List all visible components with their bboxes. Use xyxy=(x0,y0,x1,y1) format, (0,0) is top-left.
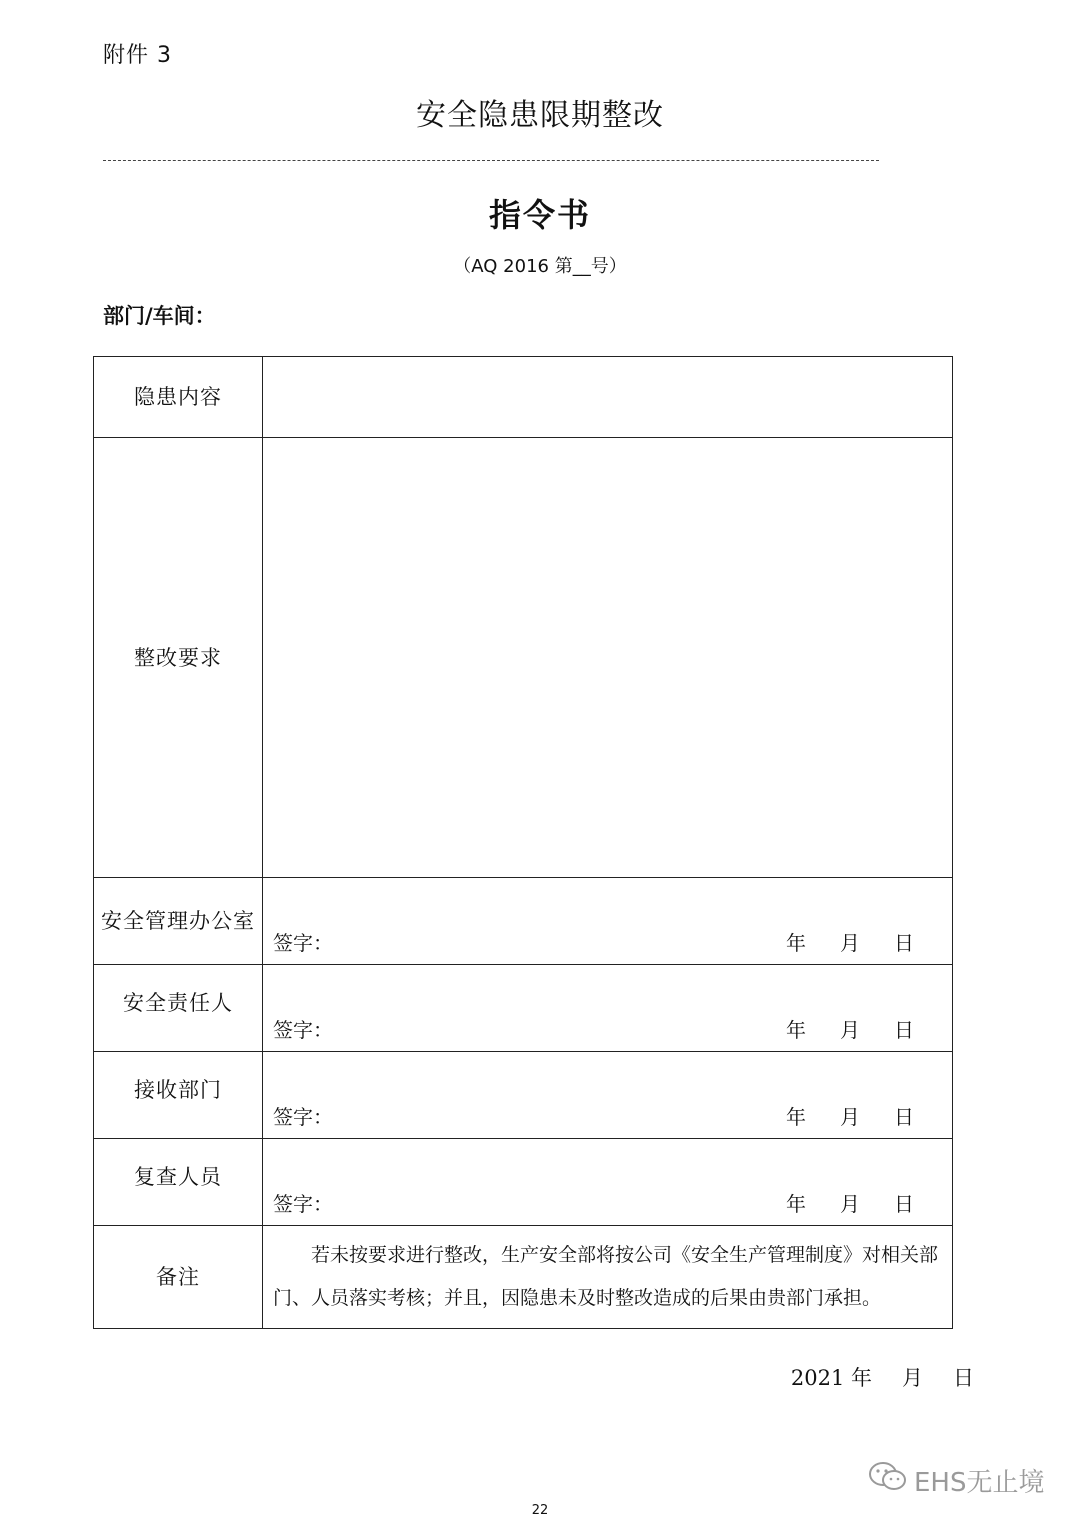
month-label: 月 xyxy=(840,1192,860,1216)
year-label: 年 xyxy=(786,1192,806,1216)
year-label: 年 xyxy=(786,1018,806,1042)
dashed-divider xyxy=(103,160,879,161)
sign-label: 签字： xyxy=(273,1105,333,1129)
month-label: 月 xyxy=(840,931,860,955)
month-label: 月 xyxy=(840,1018,860,1042)
wechat-icon xyxy=(868,1460,908,1501)
date-labels xyxy=(786,1101,914,1130)
watermark-text: EHS无止境 xyxy=(914,1468,1045,1498)
hazard-content-field[interactable] xyxy=(263,357,953,438)
date-labels xyxy=(786,927,914,956)
table-row xyxy=(94,965,953,1052)
table-row xyxy=(94,1139,953,1226)
row-label-remarks: 备注 xyxy=(94,1226,263,1329)
rectification-form-table xyxy=(93,356,953,1329)
row-label-responsible-person: 安全责任人 xyxy=(94,965,263,1052)
watermark xyxy=(868,1460,1044,1501)
date-labels xyxy=(786,1014,914,1043)
issue-date-day: 日 xyxy=(953,1366,974,1390)
responsible-person-sign-field[interactable] xyxy=(263,965,953,1052)
issue-date-month: 月 xyxy=(902,1366,923,1390)
table-row xyxy=(94,1052,953,1139)
requirements-field[interactable] xyxy=(263,438,953,878)
sign-label: 签字： xyxy=(273,1192,333,1216)
sign-label: 签字： xyxy=(273,1018,333,1042)
table-row xyxy=(94,357,953,438)
issue-date xyxy=(791,1362,974,1392)
row-label-hazard-content: 隐患内容 xyxy=(94,357,263,438)
row-label-safety-office: 安全管理办公室 xyxy=(94,878,263,965)
receiving-dept-sign-field[interactable] xyxy=(263,1052,953,1139)
day-label: 日 xyxy=(894,931,914,955)
reviewer-sign-field[interactable] xyxy=(263,1139,953,1226)
department-label: 部门/车间： xyxy=(103,304,216,328)
year-label: 年 xyxy=(786,931,806,955)
month-label: 月 xyxy=(840,1105,860,1129)
remarks-text: 若未按要求进行整改，生产安全部将按公司《安全生产管理制度》对相关部门、人员落实考核；并且，因隐患未及时整改造成的后果由贵部门承担。 xyxy=(273,1244,939,1309)
day-label: 日 xyxy=(894,1105,914,1129)
table-row xyxy=(94,878,953,965)
document-subtitle: 指令书 xyxy=(488,196,591,234)
document-title: 安全隐患限期整改 xyxy=(416,98,664,133)
table-row xyxy=(94,1226,953,1329)
sign-label: 签字： xyxy=(273,931,333,955)
day-label: 日 xyxy=(894,1018,914,1042)
page-number: 22 xyxy=(531,1503,549,1518)
date-labels xyxy=(786,1188,914,1217)
row-label-reviewer: 复查人员 xyxy=(94,1139,263,1226)
row-label-receiving-dept: 接收部门 xyxy=(94,1052,263,1139)
attachment-label: 附件 3 xyxy=(103,43,172,68)
remarks-cell xyxy=(263,1226,953,1329)
table-row xyxy=(94,438,953,878)
row-label-requirements: 整改要求 xyxy=(94,438,263,878)
year-label: 年 xyxy=(786,1105,806,1129)
safety-office-sign-field[interactable] xyxy=(263,878,953,965)
issue-date-year: 2021 年 xyxy=(790,1366,872,1390)
day-label: 日 xyxy=(894,1192,914,1216)
document-number: （AQ 2016 第__号） xyxy=(453,256,627,277)
